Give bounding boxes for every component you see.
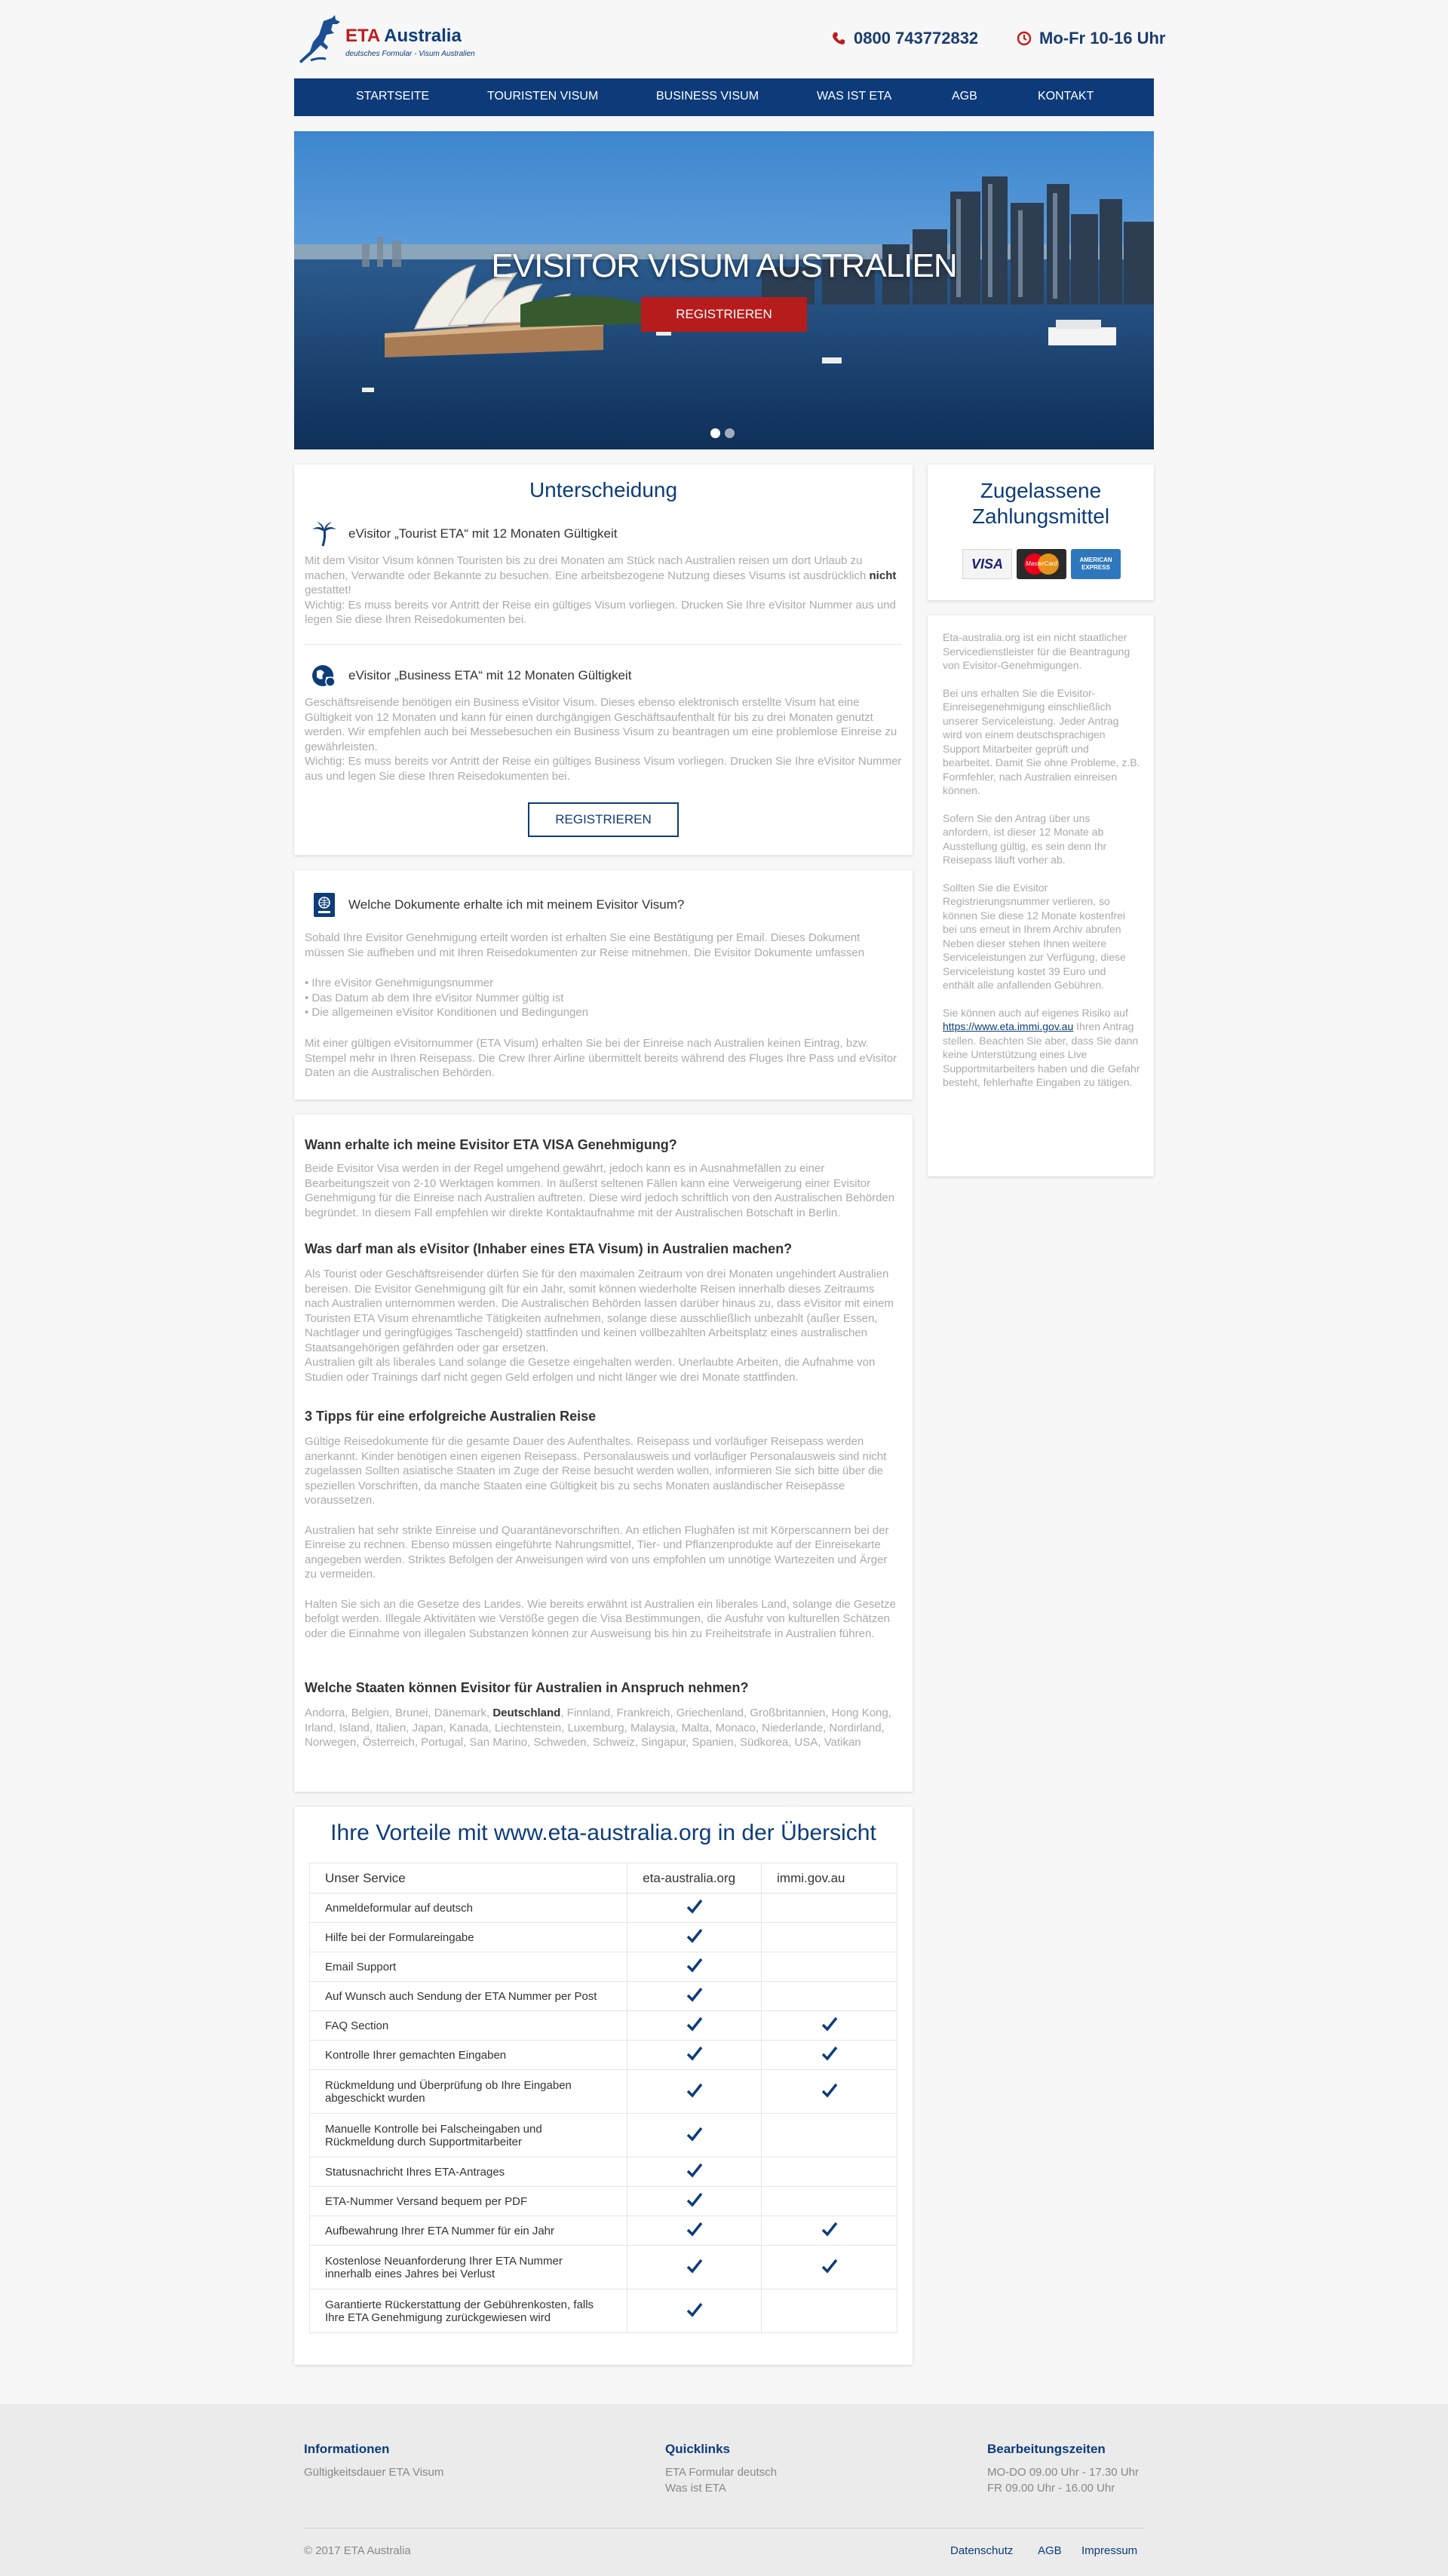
table-row <box>310 2289 897 2333</box>
eta-check-cell <box>627 2157 762 2187</box>
footer-info-title: Informationen <box>304 2442 390 2456</box>
slider-dots <box>710 428 735 438</box>
tourist-text: Mit dem Visitor Visum können Touristen bis zu drei Monaten am Stück nach Australien reisen um dort Urlaub zu machen, Verwandte oder Bekannte zu besuchen. Eine arbeitsbezogene Nutzung dieses Visums ist ausdrücklich nicht gestattet! Wichtig: Es muss bereits vor Antritt der Reise ein gültiges Visum vorliegen. Drucken Sie Ihre eVisitor Nummer aus und legen Sie diese Ihren Reisedokumenten bei. <box>305 554 897 626</box>
eta-check-cell <box>627 1952 762 1982</box>
footer-times-title: Bearbeitungszeiten <box>987 2442 1106 2456</box>
checkmark-icon <box>686 2259 703 2274</box>
faq-answer-2: Als Tourist oder Geschäftsreisender dürfen Sie für den maximalen Zeitraum von drei Monaten ungehindert Australien bereisen. Die Evisitor Genehmigung gilt für ein Jahr, somit können wiederholte Reisen innerhalb dieses Zeitraums nach Australien unternommen werden. Die Australischen Behörden lassen darüber hinaus zu, dass eVisitor mit einem Touristen ETA Visum ehrenamtliche Tätigkeiten aufnehmen, solange diese ausschließlich unbezahlt (außer Essen, Nachtlager und geringfügiges Taschengeld) stattfinden und keinen vollbezahlten Arbeitsplatz eines australischen Staatsangehörigen gefährden oder gar ersetzen. Australien gilt als liberales Land solange die Gesetze eingehalten werden. Unerlaubte Arbeiten, die Aufnahme von Studien oder Trainings darf nicht gegen Geld erfolgen und nicht länger wie drei Monate stattfinden. <box>305 1268 894 1384</box>
immi-check-cell <box>762 2011 897 2041</box>
business-heading <box>311 662 631 689</box>
phone-number: 0800 743772832 <box>854 29 979 48</box>
eta-check-cell <box>627 2246 762 2289</box>
faq-card <box>294 1115 913 1792</box>
main-navigation <box>294 78 1154 116</box>
immi-check-cell <box>762 2246 897 2289</box>
checkmark-icon <box>821 2222 838 2237</box>
payment-card <box>928 465 1154 600</box>
amex-card-icon: AMERICAN EXPRESS <box>1071 549 1121 579</box>
nav-item-was-ist-eta[interactable]: WAS IST ETA <box>817 90 892 103</box>
clock-icon <box>1017 31 1032 46</box>
faq-answer-1: Beide Evisitor Visa werden in der Regel umgehend gewährt, jedoch kann es in Ausnahmefällen zu einer Bearbeitungszeit von 2-10 Werktagen kommen. In äußerst seltenen Fällen kann eine Verweigerung einer Evisitor Genehmigung für die Einreise nach Australien auftreten. Diese wird jedoch schriftlich von den Australischen Behörden begründet. In diesem Fall empfehlen wir direkte Kontaktaufnahme mit der Australischen Botschaft in Berlin. <box>305 1162 895 1219</box>
nav-item-touristen-visum[interactable]: TOURISTEN VISUM <box>487 90 599 103</box>
service-label: Auf Wunsch auch Sendung der ETA Nummer per Post <box>310 1982 627 2011</box>
column-header: eta-australia.org <box>627 1863 762 1894</box>
eta-check-cell <box>627 2041 762 2070</box>
logo-title: ETA Australia <box>345 26 462 46</box>
immi-check-cell <box>762 2070 897 2114</box>
service-label: Hilfe bei der Formulareingabe <box>310 1923 627 1952</box>
business-text: Geschäftsreisende benötigen ein Business eVisitor Visum. Dieses ebenso elektronisch erstellte Visum hat eine Gültigkeit von 12 Monaten und kann für einen durchgängigen Geschäftsaufenthalt für bis zu drei Monaten genutzt werden. Wir empfehlen auch bei Messebesuchen ein Business Visum zu beantragen um eine problemlose Einreise zu gewährleisten. Wichtig: Es muss bereits vor Antritt der Reise ein gültiges Business Visum vorliegen. Drucken Sie Ihre eVisitor Nummer aus und legen Sie diese Ihren Reisedokumenten bei. <box>305 696 902 783</box>
immi-check-cell <box>762 1894 897 1923</box>
phone-contact[interactable] <box>831 29 978 48</box>
sidebar-info-card <box>928 615 1154 1176</box>
footer-link-impressum[interactable]: Impressum <box>1081 2544 1138 2557</box>
immi-check-cell <box>762 2289 897 2333</box>
hero-register-button[interactable]: REGISTRIEREN <box>641 297 807 332</box>
eta-check-cell <box>627 2216 762 2246</box>
service-label: Email Support <box>310 1952 627 1982</box>
service-label: Garantierte Rückerstattung der Gebührenkosten, falls Ihre ETA Genehmigung zurückgewiesen wird <box>310 2289 627 2333</box>
service-label: Statusnachricht Ihres ETA-Antrages <box>310 2157 627 2187</box>
checkmark-icon <box>686 2163 703 2178</box>
eta-check-cell <box>627 1894 762 1923</box>
table-row <box>310 2246 897 2289</box>
checkmark-icon <box>686 1899 703 1914</box>
table-row <box>310 2041 897 2070</box>
mastercard-icon: MasterCard <box>1017 549 1066 579</box>
slider-dot-2[interactable] <box>725 428 735 438</box>
eta-check-cell <box>627 2114 762 2157</box>
footer-link-datenschutz[interactable]: Datenschutz <box>950 2544 1014 2557</box>
slider-dot-1[interactable] <box>710 428 720 438</box>
eta-check-cell <box>627 1923 762 1952</box>
vorteile-title: Ihre Vorteile mit www.eta-australia.org in der Übersicht <box>330 1820 876 1845</box>
immi-check-cell <box>762 2216 897 2246</box>
faq-question-4: Welche Staaten können Evisitor für Australien in Anspruch nehmen? <box>305 1680 749 1695</box>
dokumente-card <box>294 870 913 1099</box>
immi-check-cell <box>762 2114 897 2157</box>
list-item: • Das Datum ab dem Ihre eVisitor Nummer gültig ist <box>305 991 564 1004</box>
kangaroo-logo-icon <box>294 14 347 66</box>
table-row <box>310 2070 897 2114</box>
list-item: • Ihre eVisitor Genehmigungsnummer <box>305 977 494 989</box>
eta-check-cell <box>627 2289 762 2333</box>
immi-check-cell <box>762 1952 897 1982</box>
table-row <box>310 1923 897 1952</box>
business-heading-text: eVisitor „Business ETA“ mit 12 Monaten Gültigkeit <box>348 668 632 682</box>
tourist-warning: Wichtig: Es muss bereits vor Antritt der Reise ein gültiges Visum vorliegen. Drucken Sie Ihre eVisitor Nummer aus und legen Sie diese Ihren Reisedokumenten bei. <box>305 598 896 626</box>
checkmark-icon <box>686 2016 703 2032</box>
phone-icon <box>831 31 846 46</box>
service-label: FAQ Section <box>310 2011 627 2041</box>
checkmark-icon <box>686 2127 703 2142</box>
service-label: ETA-Nummer Versand bequem per PDF <box>310 2187 627 2216</box>
service-label: Aufbewahrung Ihrer ETA Nummer für ein Jahr <box>310 2216 627 2246</box>
sidebar-info-text: Eta-australia.org ist ein nicht staatlicher Servicedienstleister für die Beantragung von Evisitor-Genehmigungen. Bei uns erhalten Sie die Evisitor-Einreisegenehmigung einschließlich unserer Serviceleistung. Jeder Antrag wird von einem deutschsprachigen Support Mitarbeiter geprüft und bearbeitet. Damit Sie ohne Probleme, z.B. Formfehler, nach Australien einreisen können. Sofern Sie den Antrag über uns anfordern, ist dieser 12 Monate ab Ausstellung gültig, es sein denn Ihr Reisepass läuft vorher ab. Sollten Sie die Evisitor Registrierungsnummer verlieren, so können Sie diese 12 Monate kostenfrei bei uns erneut in Ihrem Archiv abrufen Neben dieser stehen Ihnen weitere Serviceleistungen zur Verfügung, diese Serviceleistung kostet 39 Euro und enthält alle anfallenden Gebühren. Sie können auch auf eigenes Risiko auf https://www.eta.immi.gov.au Ihren Antrag stellen. Beachten Sie aber, dass Sie dann keine Unterstützung eines Live Supportmitarbeiters haben und die Gefahr besteht, fehlerhafte Eingaben zu tätigen. <box>943 631 1140 1088</box>
passport-icon <box>311 891 338 918</box>
business-warning: Wichtig: Es muss bereits vor Antritt der Reise ein gültiges Business Visum vorliegen. Drucken Sie Ihre eVisitor Nummer aus und legen Sie diese Ihren Reisedokumenten bei. <box>305 755 902 783</box>
dokumente-heading <box>311 891 684 918</box>
tourist-heading-text: eVisitor „Tourist ETA“ mit 12 Monaten Gültigkeit <box>348 526 618 541</box>
vorteile-card <box>294 1807 913 2365</box>
nav-item-startseite[interactable]: STARTSEITE <box>356 90 430 103</box>
footer-time: FR 09.00 Uhr - 16.00 Uhr <box>987 2482 1115 2495</box>
service-label: Kontrolle Ihrer gemachten Eingaben <box>310 2041 627 2070</box>
comparison-table <box>309 1863 897 2333</box>
checkmark-icon <box>686 2222 703 2237</box>
checkmark-icon <box>686 2302 703 2317</box>
site-logo[interactable] <box>294 14 490 66</box>
service-label: Kostenlose Neuanforderung Ihrer ETA Nummer innerhalb eines Jahres bei Verlust <box>310 2246 627 2289</box>
faq-question-2: Was darf man als eVisitor (Inhaber eines ETA Visum) in Australien machen? <box>305 1241 793 1256</box>
immi-check-cell <box>762 1923 897 1952</box>
table-row <box>310 2157 897 2187</box>
immi-check-cell <box>762 2041 897 2070</box>
nav-item-kontakt[interactable]: KONTAKT <box>1038 90 1094 103</box>
business-globe-icon <box>311 662 338 689</box>
checkmark-icon <box>821 2083 838 2098</box>
list-item: • Die allgemeinen eVisitor Konditionen und Bedingungen <box>305 1006 589 1019</box>
footer-quicklink[interactable]: ETA Formular deutsch <box>665 2466 778 2479</box>
table-row <box>310 2114 897 2157</box>
hero-sydney-image <box>294 131 1154 449</box>
eta-check-cell <box>627 2187 762 2216</box>
immi-check-cell <box>762 1982 897 2011</box>
footer-quicklink[interactable]: Was ist ETA <box>665 2482 726 2495</box>
hours-text: Mo-Fr 10-16 Uhr <box>1039 29 1166 48</box>
service-label: Rückmeldung und Überprüfung ob Ihre Eingaben abgeschickt wurden <box>310 2070 627 2114</box>
faq-answer-3: Gültige Reisedokumente für die gesamte Dauer des Aufenthaltes. Reisepass und vorläufiger Reisepass werden anerkannt. Kinder benötigen einen eigenen Reisepass. Personalausweis und vorläufiger Personalausweis sind nicht zugelassen Sollten asiatische Staaten im Zuge der Reise besucht werden wollen, informieren Sie sich bitte über die speziellen Vorschriften, da manche Staaten eine Gültigkeit bis zu sechs Monaten ausländischer Reisepässe voraussetzen. Australien hat sehr strikte Einreise und Quarantänevorschriften. An etlichen Flughäfen ist mit Körperscannern bei der Einreise zu rechnen. Ebenso müssen eingeführte Nahrungsmittel, Tier- und Pflanzenprodukte auf der Einreisekarte angegeben werden. Striktes Befolgen der Anweisungen wird von uns empfohlen um unnötige Wartezeiten und Ärger zu vermeiden. Halten Sie sich an die Gesetze des Landes. Wie bereits erwähnt ist Australien ein liberales Land, solange die Gesetze befolgt werden. Illegale Aktivitäten wie Verstöße gegen die Visa Bestimmungen, die Ausfuhr von kulturellen Schätzen oder die Einnahme von illegalen Substanzen können zur Ausweisung bis hin zu Freiheitstrafe in Australien führen. <box>305 1435 896 1640</box>
copyright: © 2017 ETA Australia <box>304 2544 411 2557</box>
payment-title: Zugelassene Zahlungsmittel <box>971 479 1110 528</box>
hero-slider <box>294 131 1154 449</box>
checkmark-icon <box>686 1958 703 1973</box>
hero-title: EVISITOR VISUM AUSTRALIEN <box>491 247 957 284</box>
register-button[interactable]: REGISTRIEREN <box>528 802 679 837</box>
column-header: immi.gov.au <box>762 1863 897 1894</box>
table-row <box>310 2216 897 2246</box>
checkmark-icon <box>821 2016 838 2032</box>
table-row <box>310 1982 897 2011</box>
checkmark-icon <box>686 1928 703 1943</box>
eta-check-cell <box>627 1982 762 2011</box>
immi-check-cell <box>762 2157 897 2187</box>
checkmark-icon <box>686 2083 703 2098</box>
footer-quicklinks-title: Quicklinks <box>665 2442 730 2456</box>
opening-hours <box>1017 29 1165 48</box>
dokumente-heading-text: Welche Dokumente erhalte ich mit meinem Evisitor Visum? <box>348 897 685 912</box>
dokumente-outro: Mit einer gültigen eVisitornummer (ETA Visum) erhalten Sie bei der Einreise nach Australien keinen Eintrag, bzw. Stempel mehr in Ihren Reisepass. Die Crew Ihrer Airline übermittelt bereits während des Fluges Ihre Pass und eVisitor Daten an die Australischen Behörden. <box>305 1037 897 1079</box>
table-row <box>310 1952 897 1982</box>
faq-answer-4: Andorra, Belgien, Brunei, Dänemark, Deutschland, Finnland, Frankreich, Griechenland, Großbritannien, Hong Kong, Irland, Island, Italien, Japan, Kanada, Liechtenstein, Luxemburg, Malaysia, Malta, Monaco, Niederlande, Nordirland, Norwegen, Österreich, Portugal, San Marino, Schweden, Schweiz, Singapur, Spanien, Südkorea, USA, Vatikan <box>305 1707 891 1749</box>
dokumente-intro: Sobald Ihre Evisitor Genehmigung erteilt worden ist erhalten Sie eine Bestätigung per Email. Dieses Dokument müssen Sie aufheben und mit Ihren Reisedokumenten zur Reise mitnehmen. Die Evisitor Dokumente umfassen <box>305 931 865 959</box>
faq-question-1: Wann erhalte ich meine Evisitor ETA VISA Genehmigung? <box>305 1137 677 1152</box>
unterscheidung-title: Unterscheidung <box>529 478 678 501</box>
table-row <box>310 1894 897 1923</box>
visa-card-icon: VISA <box>962 549 1012 579</box>
footer-time: MO-DO 09.00 Uhr - 17.30 Uhr <box>987 2466 1139 2479</box>
table-header-row <box>310 1863 897 1894</box>
eta-check-cell <box>627 2070 762 2114</box>
logo-tagline: deutsches Formular - Visum Australien <box>345 50 475 58</box>
site-footer <box>0 2404 1448 2576</box>
nav-item-agb[interactable]: AGB <box>952 90 977 103</box>
checkmark-icon <box>686 2046 703 2061</box>
service-label: Anmeldeformular auf deutsch <box>310 1894 627 1923</box>
dokumente-list <box>305 976 902 1020</box>
nav-item-business-visum[interactable]: BUSINESS VISUM <box>656 90 759 103</box>
palm-tree-icon <box>311 520 338 547</box>
service-label: Manuelle Kontrolle bei Falscheingaben und Rückmeldung durch Supportmitarbeiter <box>310 2114 627 2157</box>
divider <box>305 644 902 645</box>
footer-info-link[interactable]: Gültigkeitsdauer ETA Visum <box>304 2466 444 2479</box>
table-row <box>310 2011 897 2041</box>
immi-check-cell <box>762 2187 897 2216</box>
faq-question-3: 3 Tipps für eine erfolgreiche Australien Reise <box>305 1409 597 1424</box>
footer-link-agb[interactable]: AGB <box>1038 2544 1062 2557</box>
site-header <box>294 0 1166 78</box>
eta-check-cell <box>627 2011 762 2041</box>
checkmark-icon <box>821 2046 838 2061</box>
checkmark-icon <box>686 1987 703 2002</box>
tourist-heading <box>311 520 618 547</box>
column-header: Unser Service <box>310 1863 627 1894</box>
checkmark-icon <box>686 2192 703 2207</box>
checkmark-icon <box>821 2259 838 2274</box>
immi-link[interactable]: https://www.eta.immi.gov.au <box>943 1020 1074 1032</box>
table-row <box>310 2187 897 2216</box>
unterscheidung-card <box>294 465 913 855</box>
